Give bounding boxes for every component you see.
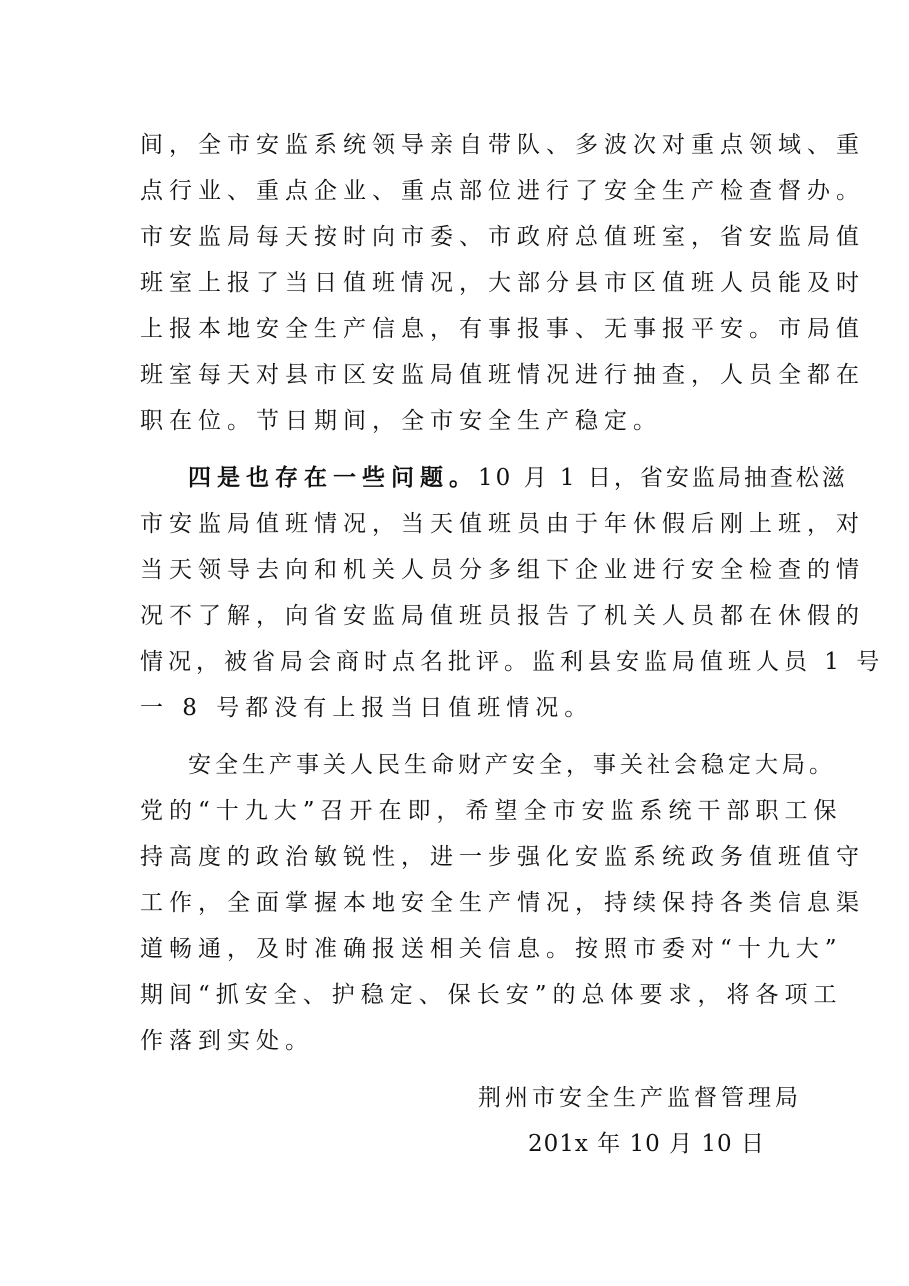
paragraph-first-line — [188, 453, 848, 503]
paragraph-line: 况不了解，向省安监局值班员报告了机关人员都在休假的 — [140, 603, 865, 629]
signature-date: 201x 年 10 月 10 日 — [528, 1131, 765, 1157]
paragraph-line: 持高度的政治敏锐性，进一步强化安监系统政务值班值守 — [140, 844, 865, 870]
paragraph-heading: 四是也存在一些问题。 — [188, 464, 478, 491]
paragraph-line: 间，全市安监系统领导亲自带队、多波次对重点领域、重 — [140, 132, 865, 158]
paragraph-line: 上报本地安全生产信息，有事报事、无事报平安。市局值 — [140, 316, 865, 342]
paragraph-line: 职在位。节日期间，全市安全生产稳定。 — [140, 408, 662, 434]
paragraph-line: 道畅通，及时准确报送相关信息。按照市委对“十九大” — [140, 936, 843, 962]
paragraph-line: 工作，全面掌握本地安全生产情况，持续保持各类信息渠 — [140, 890, 865, 916]
paragraph-line: 点行业、重点企业、重点部位进行了安全生产检查督办。 — [140, 178, 865, 204]
signature-organization: 荆州市安全生产监督管理局 — [478, 1085, 802, 1111]
paragraph-line: 党的“十九大”召开在即，希望全市安监系统干部职工保 — [140, 798, 843, 824]
paragraph-line: 情况，被省局会商时点名批评。监利县安监局值班人员 1 号 — [140, 649, 885, 675]
paragraph-line: 作落到实处。 — [140, 1028, 314, 1054]
paragraph-line: 一 8 号都没有上报当日值班情况。 — [140, 695, 594, 721]
paragraph-line: 期间“抓安全、护稳定、保长安”的总体要求，将各项工 — [140, 982, 843, 1008]
paragraph-line: 当天领导去向和机关人员分多组下企业进行安全检查的情 — [140, 557, 865, 583]
paragraph-line-rest: 10 月 1 日，省安监局抽查松滋 — [478, 465, 848, 491]
paragraph-line: 班室上报了当日值班情况，大部分县市区值班人员能及时 — [140, 270, 865, 296]
paragraph-line: 市安监局值班情况，当天值班员由于年休假后刚上班，对 — [140, 511, 865, 537]
paragraph-line: 班室每天对县市区安监局值班情况进行抽查，人员全都在 — [140, 362, 865, 388]
paragraph-line: 安全生产事关人民生命财产安全，事关社会稳定大局。 — [188, 752, 836, 778]
paragraph-line: 市安监局每天按时向市委、市政府总值班室，省安监局值 — [140, 224, 865, 250]
